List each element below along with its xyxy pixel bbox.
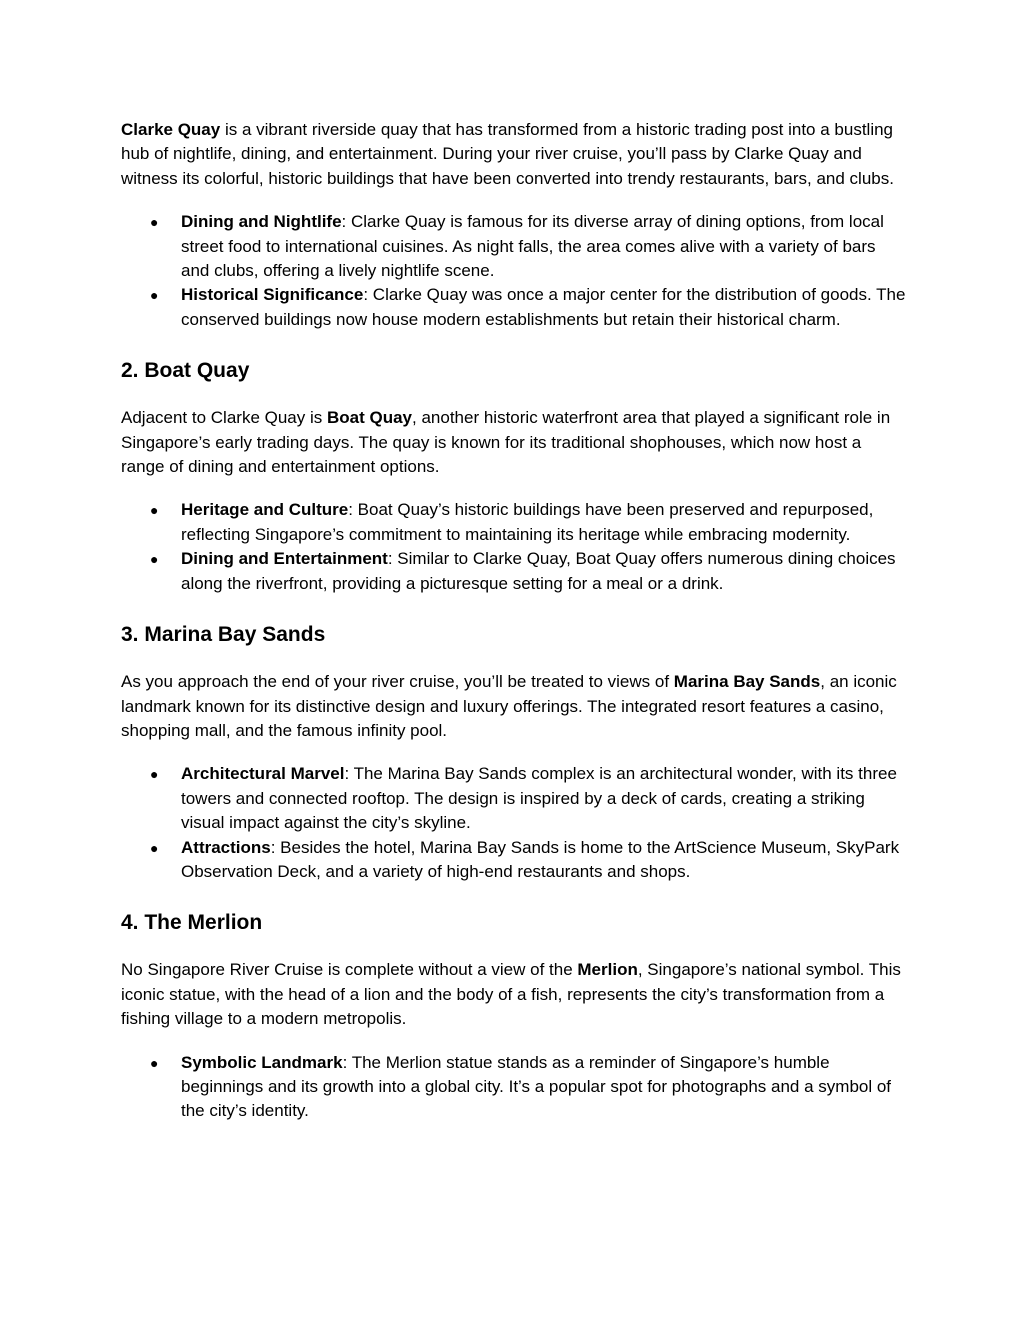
- paragraph-text: No Singapore River Cruise is complete without a view of the: [121, 960, 578, 980]
- bullet-icon: ●: [150, 1054, 159, 1071]
- list-item: [121, 498, 906, 547]
- bullet-icon: ●: [150, 214, 159, 231]
- list-item-bold: Symbolic Landmark: [181, 1052, 343, 1072]
- list-item-bold: Heritage and Culture: [181, 500, 349, 520]
- list-item-text: : Similar to Clarke Quay, Boat Quay offers numerous dining choices along the riverfront, providing a picturesque setting for a meal or a drink.: [181, 549, 896, 593]
- clarke-quay-bold: Clarke Quay: [121, 120, 221, 139]
- merlion-bullets: [121, 1051, 906, 1124]
- marina-bay-sands-heading: 3. Marina Bay Sands: [121, 623, 326, 647]
- boat-quay-paragraph: [121, 406, 906, 479]
- list-item: [121, 547, 906, 596]
- bullet-icon: ●: [150, 551, 159, 568]
- bullet-icon: ●: [150, 287, 159, 304]
- list-item: [121, 762, 906, 835]
- list-item-text: : Clarke Quay is famous for its diverse array of dining options, from local street food to international cuisines. As night falls, the area comes alive with a variety of bars and clubs, offering a lively nightlife scene.: [181, 212, 884, 281]
- clarke-quay-paragraph: [121, 118, 906, 191]
- list-item-bold: Architectural Marvel: [181, 764, 345, 784]
- list-item: [121, 836, 906, 885]
- marina-bay-sands-bullets: [121, 762, 906, 884]
- paragraph-text: , Singapore’s national symbol. This iconic statue, with the head of a lion and the body of a fish, represents the city’s transformation from a fishing village to a modern metropolis.: [121, 960, 901, 1029]
- list-item-bold: Attractions: [181, 837, 271, 857]
- boat-quay-heading: 2. Boat Quay: [121, 359, 250, 383]
- list-item-text: : The Marina Bay Sands complex is an architectural wonder, with its three towers and connected rooftop. The design is inspired by a deck of cards, creating a striking visual impact against the city’s skyline.: [181, 764, 897, 833]
- paragraph-bold: Merlion: [577, 960, 638, 980]
- paragraph-text: , an iconic landmark known for its distinctive design and luxury offerings. The integrated resort features a casino, shopping mall, and the famous infinity pool.: [121, 672, 897, 740]
- list-item: [121, 1051, 906, 1124]
- merlion-heading: 4. The Merlion: [121, 911, 263, 935]
- marina-bay-sands-paragraph: [121, 670, 906, 743]
- list-item-text: : Besides the hotel, Marina Bay Sands is home to the ArtScience Museum, SkyPark Observation Deck, and a variety of high-end restaurants and shops.: [181, 837, 900, 881]
- list-item-text: : Clarke Quay was once a major center for the distribution of goods. The conserved buildings now house modern establishments but retain their historical charm.: [181, 285, 906, 329]
- list-item-bold: Historical Significance: [181, 285, 364, 305]
- paragraph-text: As you approach the end of your river cruise, you’ll be treated to views of: [121, 672, 674, 692]
- bullet-icon: ●: [150, 502, 159, 519]
- paragraph-text: Adjacent to Clarke Quay is: [121, 408, 327, 428]
- boat-quay-bullets: [121, 498, 906, 596]
- clarke-quay-bullets: [121, 210, 906, 332]
- document-content: [121, 118, 906, 1124]
- paragraph-bold: Boat Quay: [326, 408, 413, 428]
- bullet-icon: ●: [150, 839, 159, 856]
- list-item: [121, 283, 906, 332]
- clarke-quay-text: is a vibrant riverside quay that has transformed from a historic trading post into a bustling hub of nightlife, dining, and entertainment. During your river cruise, you’ll pass by Clarke Quay and witness its colorful, historic buildings that have been converted into trendy restaurants, bars, and clubs.: [121, 120, 894, 188]
- list-item-text: : Boat Quay’s historic buildings have been preserved and repurposed, reflecting Singapore’s commitment to maintaining its heritage while embracing modernity.: [181, 500, 874, 544]
- merlion-paragraph: [121, 958, 906, 1031]
- list-item: [121, 210, 906, 283]
- paragraph-text: , another historic waterfront area that played a significant role in Singapore’s early trading days. The quay is known for its traditional shophouses, which now host a range of dining and entertainment options.: [121, 408, 891, 477]
- list-item-bold: Dining and Entertainment: [181, 549, 388, 569]
- list-item-text: : The Merlion statue stands as a reminder of Singapore’s humble beginnings and its growth into a global city. It’s a popular spot for photographs and a symbol of the city’s identity.: [181, 1052, 892, 1121]
- bullet-icon: ●: [150, 766, 159, 783]
- paragraph-bold: Marina Bay Sands: [673, 672, 821, 692]
- list-item-bold: Dining and Nightlife: [181, 212, 342, 232]
